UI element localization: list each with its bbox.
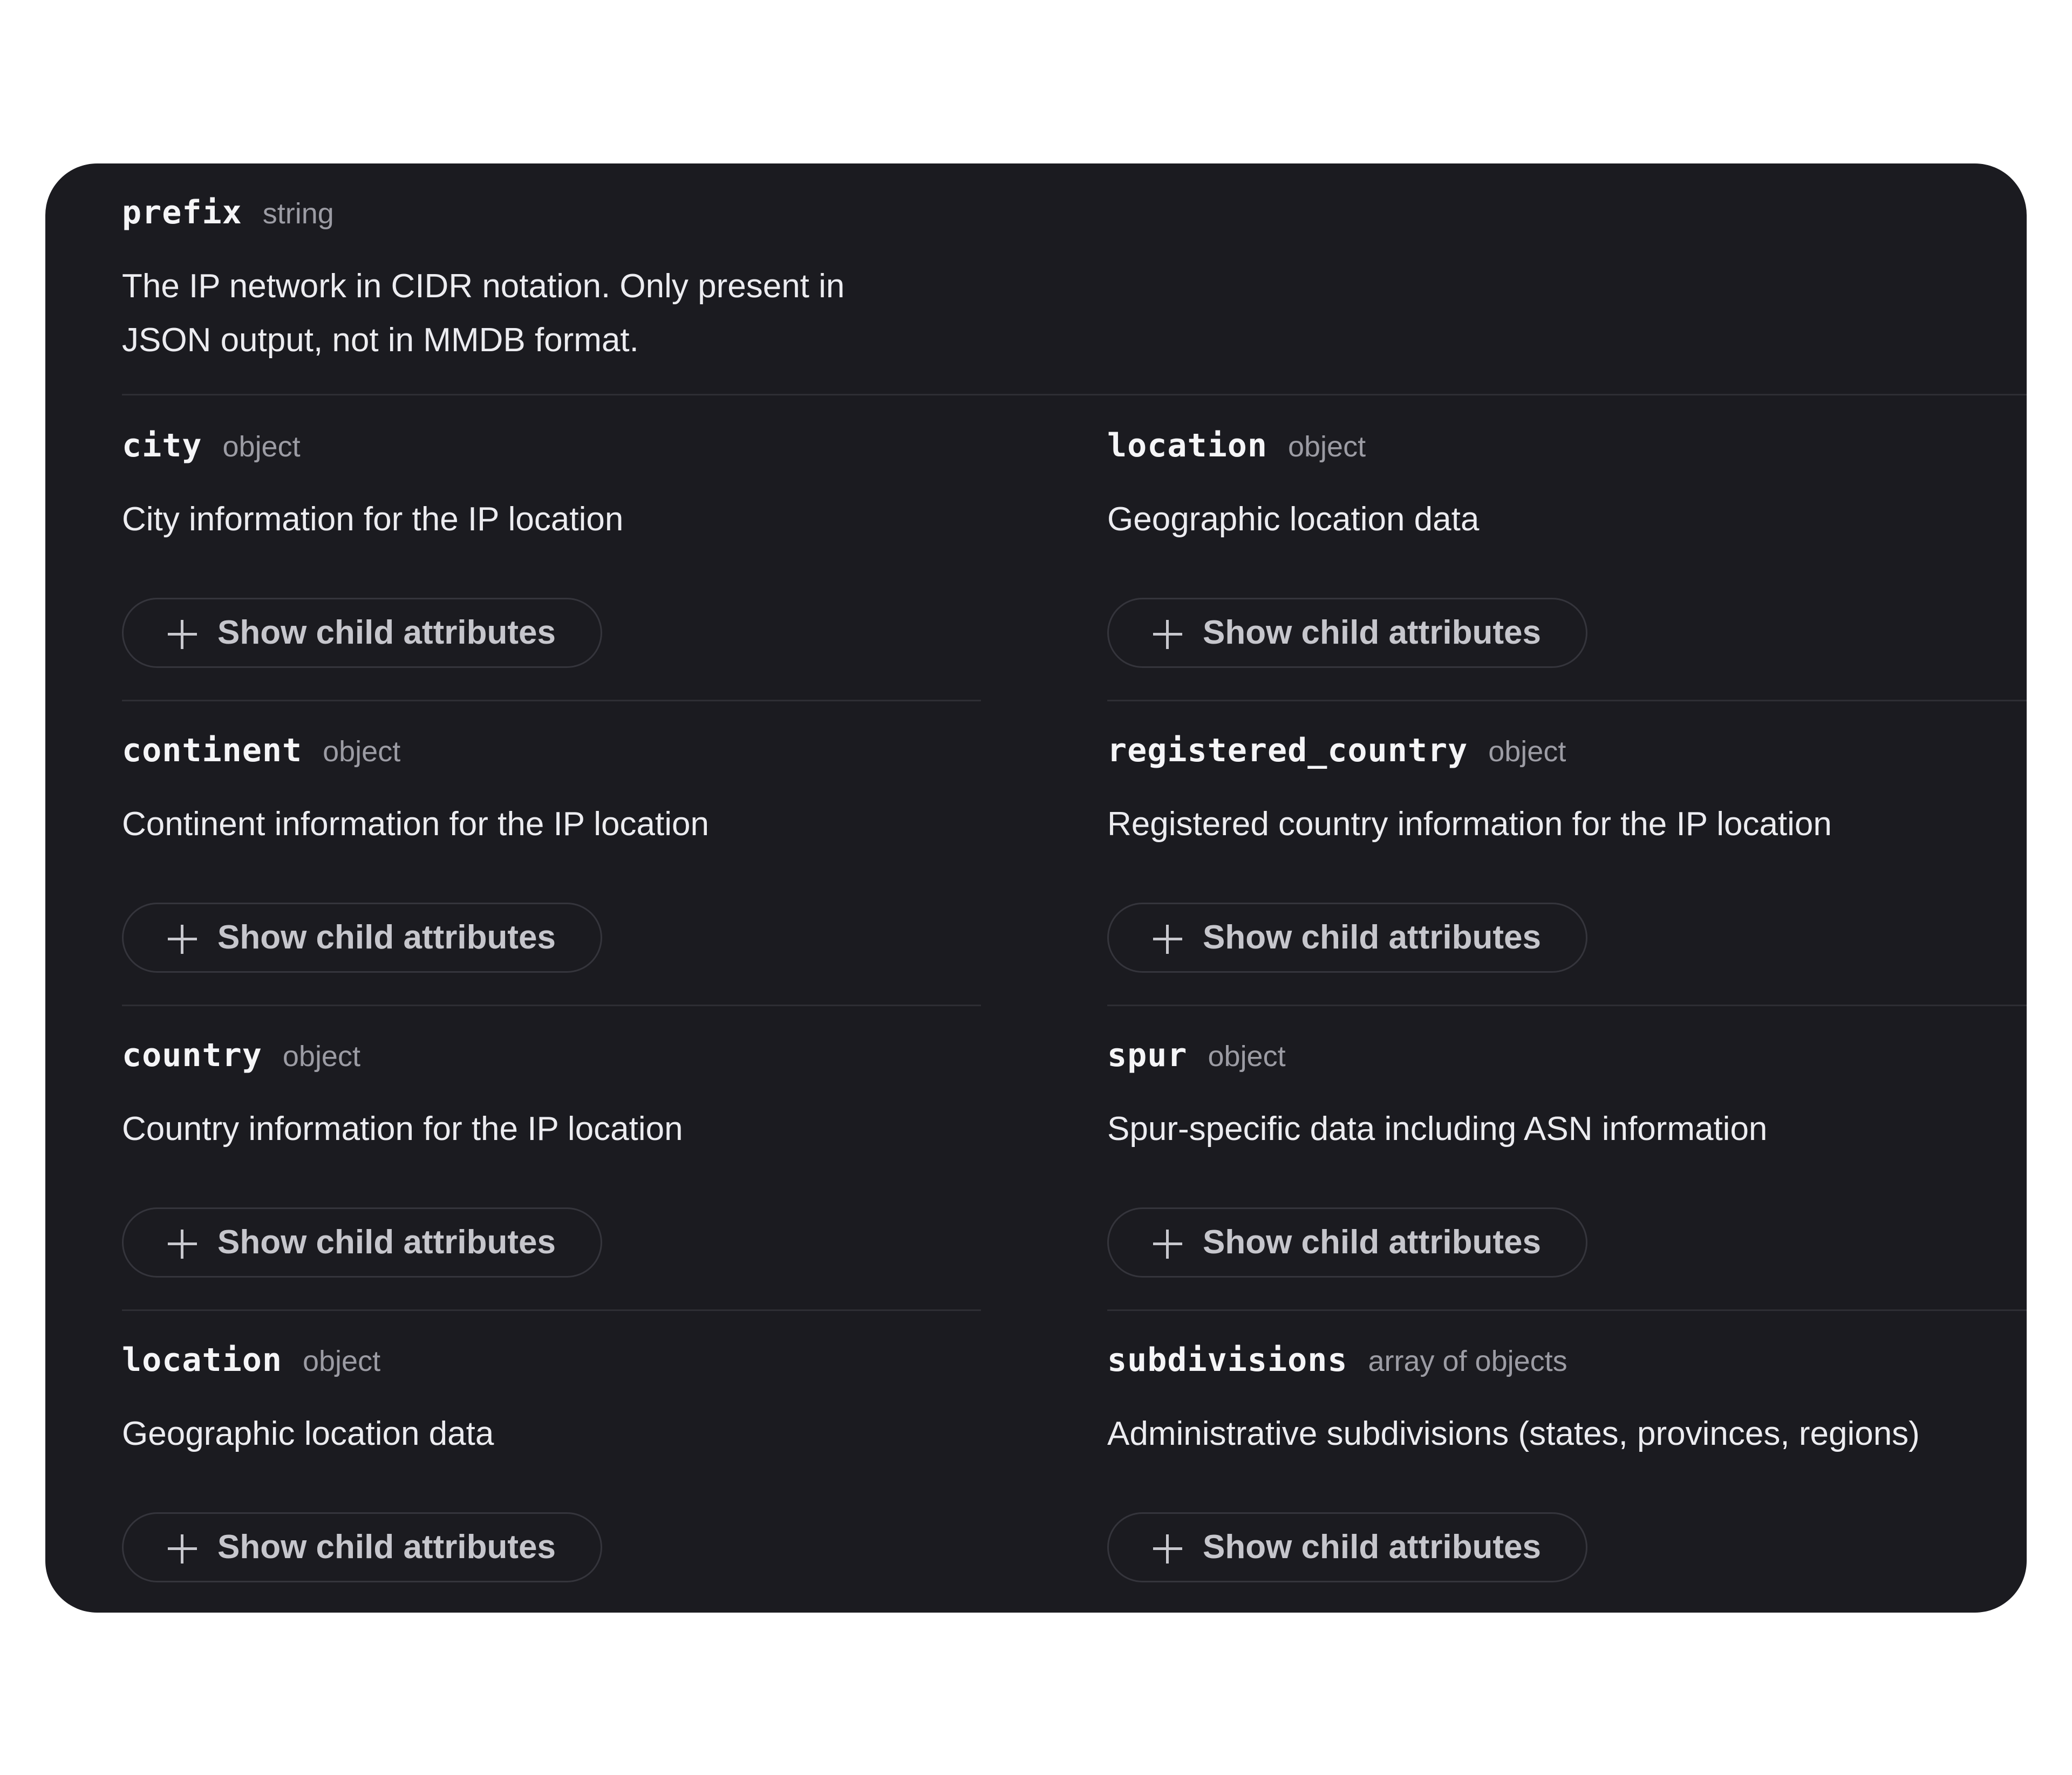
field-type: string bbox=[262, 197, 334, 230]
field-description: Administrative subdivisions (states, provinces, regions) bbox=[1107, 1415, 1920, 1452]
field-country bbox=[122, 1006, 981, 1311]
field-description: Registered country information for the IP location bbox=[1107, 805, 1832, 843]
field-description: City information for the IP location bbox=[122, 501, 624, 538]
field-header bbox=[122, 194, 334, 242]
field-description: Continent information for the IP location bbox=[122, 805, 709, 843]
field-type: object bbox=[222, 431, 301, 463]
field-type: object bbox=[282, 1040, 360, 1073]
field-location bbox=[1107, 397, 2027, 701]
plus-icon bbox=[1153, 1534, 1182, 1564]
field-type: object bbox=[302, 1345, 381, 1377]
field-description: Spur-specific data including ASN information bbox=[1107, 1110, 1768, 1148]
plus-icon bbox=[168, 1534, 197, 1564]
show-child-attributes-button[interactable] bbox=[122, 1512, 602, 1582]
field-header bbox=[122, 1341, 380, 1390]
show-child-attributes-button[interactable] bbox=[1107, 1512, 1587, 1582]
field-header bbox=[1107, 427, 1366, 475]
field-description: Country information for the IP location bbox=[122, 1110, 683, 1148]
plus-icon bbox=[1153, 1230, 1182, 1259]
button-label: Show child attributes bbox=[217, 614, 556, 651]
plus-icon bbox=[1153, 925, 1182, 954]
field-name: location bbox=[1107, 427, 1267, 465]
field-type: object bbox=[1208, 1040, 1286, 1073]
field-name: prefix bbox=[122, 194, 242, 231]
field-registered-country bbox=[1107, 701, 2027, 1006]
plus-icon bbox=[168, 925, 197, 954]
button-label: Show child attributes bbox=[217, 1224, 556, 1261]
field-name: subdivisions bbox=[1107, 1341, 1348, 1379]
field-type: object bbox=[323, 735, 401, 768]
show-child-attributes-button[interactable] bbox=[122, 903, 602, 973]
field-description: The IP network in CIDR notation. Only present in JSON output, not in MMDB format. bbox=[122, 268, 845, 359]
field-name: spur bbox=[1107, 1036, 1188, 1074]
field-type: array of objects bbox=[1368, 1345, 1567, 1377]
field-subdivisions bbox=[1107, 1311, 2027, 1613]
field-header bbox=[122, 732, 400, 780]
field-type: object bbox=[1488, 735, 1566, 768]
field-name: city bbox=[122, 427, 202, 465]
show-child-attributes-button[interactable] bbox=[1107, 598, 1587, 668]
button-label: Show child attributes bbox=[217, 919, 556, 956]
field-city bbox=[122, 397, 981, 701]
field-name: country bbox=[122, 1036, 262, 1074]
field-name: location bbox=[122, 1341, 282, 1379]
field-header bbox=[122, 427, 301, 475]
field-continent bbox=[122, 701, 981, 1006]
plus-icon bbox=[168, 1230, 197, 1259]
field-name: continent bbox=[122, 732, 303, 769]
plus-icon bbox=[168, 620, 197, 649]
field-location bbox=[122, 1311, 981, 1613]
field-prefix bbox=[122, 163, 2027, 395]
attributes-panel bbox=[45, 163, 2027, 1613]
field-header bbox=[122, 1036, 360, 1085]
field-description: Geographic location data bbox=[1107, 501, 1480, 538]
field-header bbox=[1107, 732, 1566, 780]
field-header bbox=[1107, 1036, 1286, 1085]
button-label: Show child attributes bbox=[217, 1528, 556, 1566]
button-label: Show child attributes bbox=[1203, 614, 1541, 651]
button-label: Show child attributes bbox=[1203, 919, 1541, 956]
show-child-attributes-button[interactable] bbox=[122, 1207, 602, 1278]
show-child-attributes-button[interactable] bbox=[1107, 1207, 1587, 1278]
show-child-attributes-button[interactable] bbox=[1107, 903, 1587, 973]
field-name: registered_country bbox=[1107, 732, 1468, 769]
plus-icon bbox=[1153, 620, 1182, 649]
field-type: object bbox=[1287, 431, 1366, 463]
button-label: Show child attributes bbox=[1203, 1224, 1541, 1261]
field-header bbox=[1107, 1341, 1567, 1390]
field-spur bbox=[1107, 1006, 2027, 1311]
show-child-attributes-button[interactable] bbox=[122, 598, 602, 668]
button-label: Show child attributes bbox=[1203, 1528, 1541, 1566]
field-description: Geographic location data bbox=[122, 1415, 494, 1452]
